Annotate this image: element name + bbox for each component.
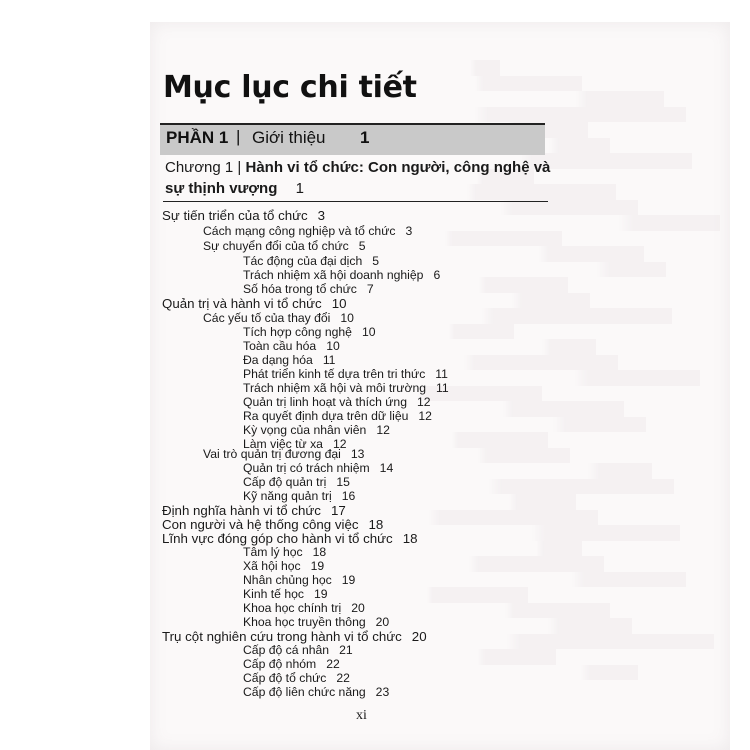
toc-entry-title: Trách nhiệm xã hội và môi trường — [243, 381, 427, 395]
toc-entry — [243, 615, 389, 629]
bleed-line — [439, 541, 582, 557]
toc-entry-title: Lĩnh vực đóng góp cho hành vi tổ chức — [162, 531, 393, 546]
toc-entry — [243, 282, 374, 296]
toc-entry — [243, 475, 350, 489]
bleed-line — [426, 277, 568, 293]
toc-entry — [243, 367, 448, 381]
toc-entry — [243, 587, 328, 601]
toc-entry — [162, 517, 383, 532]
toc-entry-title: Các yếu tố của thay đổi — [203, 311, 331, 325]
page-title: Mục lục chi tiết — [163, 70, 417, 105]
bleed-line — [393, 324, 514, 340]
bleed-line — [395, 293, 590, 309]
toc-entry-title: Tích hợp công nghệ — [243, 325, 352, 339]
toc-entry — [162, 503, 346, 518]
toc-entry-title: Quản trị và hành vi tổ chức — [162, 296, 322, 311]
toc-entry-title: Kỳ vọng của nhân viên — [243, 423, 367, 437]
toc-entry-page: 3 — [317, 208, 326, 223]
toc-entry-title: Trách nhiệm xã hội doanh nghiệp — [243, 268, 424, 282]
toc-entry — [243, 353, 335, 367]
toc-entry-page: 11 — [322, 353, 336, 367]
toc-entry-page: 19 — [341, 573, 356, 587]
chapter-page: 1 — [295, 180, 304, 197]
bleed-line — [412, 494, 576, 510]
toc-entry-title: Cấp độ cá nhân — [243, 643, 330, 657]
toc-entry-page: 18 — [312, 545, 327, 559]
toc-entry-page: 16 — [341, 489, 356, 503]
toc-entry-page: 5 — [372, 254, 380, 268]
toc-entry-title: Nhân chủng học — [243, 573, 332, 587]
toc-entry — [243, 601, 365, 615]
toc-entry-title: Tác động của đại dịch — [243, 254, 363, 268]
part-separator: | — [236, 127, 241, 146]
bleed-line — [385, 448, 570, 464]
toc-entry-page: 12 — [376, 423, 390, 437]
chapter-heading — [165, 157, 565, 199]
bleed-line — [433, 634, 714, 650]
toc-entry-page: 11 — [435, 367, 448, 381]
toc-entry-title: Cấp độ liên chức năng — [243, 685, 366, 699]
toc-entry — [243, 671, 350, 685]
toc-entry-page: 3 — [405, 224, 413, 238]
toc-entry — [243, 268, 440, 282]
toc-entry-page: 13 — [350, 447, 365, 461]
toc-entry-page: 22 — [326, 657, 340, 671]
toc-entry-page: 19 — [310, 559, 325, 573]
toc-entry-page: 15 — [336, 475, 350, 489]
page-number: xi — [356, 708, 367, 723]
bleed-line — [438, 91, 664, 107]
bleed-line — [428, 246, 644, 262]
toc-entry — [243, 573, 355, 587]
toc-entry — [243, 657, 340, 671]
toc-entry-title: Sự chuyển đổi của tổ chức — [203, 239, 349, 253]
toc-entry-page: 17 — [330, 503, 346, 518]
toc-entry-title: Kỹ năng quản trị — [243, 489, 332, 503]
toc-entry-title: Khoa học truyền thông — [243, 615, 366, 629]
toc-entry — [243, 489, 355, 503]
toc-entry-page: 20 — [375, 615, 390, 629]
bleed-line — [418, 401, 624, 417]
toc-entry-page: 7 — [366, 282, 374, 296]
bleed-line — [437, 572, 686, 588]
toc-entry-page: 11 — [436, 381, 449, 395]
toc-entry — [243, 254, 379, 268]
bleed-line — [402, 649, 556, 665]
toc-entry-title: Quản trị có trách nhiệm — [243, 461, 370, 475]
toc-entry-title: Trụ cột nghiên cứu trong hành vi tổ chức — [162, 629, 402, 644]
toc-entry-page: 12 — [332, 437, 347, 451]
toc-entry — [243, 461, 393, 475]
toc-entry-page: 12 — [418, 409, 432, 423]
toc-entry-page: 6 — [433, 268, 441, 282]
toc-entry-page: 23 — [375, 685, 390, 699]
toc-entry-title: Cấp độ tổ chức — [243, 671, 327, 685]
toc-entry-title: Cấp độ nhóm — [243, 657, 317, 671]
toc-entry-page: 14 — [379, 461, 394, 475]
bleed-line — [409, 76, 582, 92]
toc-entry-title: Ra quyết định dựa trên dữ liệu — [243, 409, 409, 423]
toc-entry — [162, 629, 427, 644]
part-page: 1 — [360, 128, 370, 147]
toc-entry-page: 10 — [361, 325, 376, 339]
toc-entry — [243, 423, 390, 437]
toc-entry-page: 18 — [402, 531, 418, 546]
bleed-line — [410, 525, 680, 541]
part-header — [160, 123, 545, 155]
toc-entry-title: Quản trị linh hoạt và thích ứng — [243, 395, 407, 409]
toc-entry-page: 22 — [336, 671, 350, 685]
toc-entry — [243, 339, 340, 353]
toc-entry-page: 12 — [416, 395, 431, 409]
toc-entry — [162, 531, 418, 546]
toc-entry — [162, 208, 325, 223]
toc-entry — [243, 395, 431, 409]
toc-entry-title: Tâm lý học — [243, 545, 303, 559]
chapter-title: Hành vi tổ chức: Con người, công nghệ và sự thịnh vượng — [165, 159, 551, 197]
bleed-line — [407, 107, 686, 123]
toc-entry — [243, 559, 324, 573]
bleed-line — [383, 479, 674, 495]
toc-entry — [243, 685, 389, 699]
toc-entry — [162, 296, 346, 311]
toc-entry-title: Con người và hệ thống công việc — [162, 517, 359, 532]
toc-entry-page: 10 — [331, 296, 347, 311]
toc-entry-title: Cách mạng công nghiệp và tổ chức — [203, 224, 396, 238]
toc-entry-title: Định nghĩa hành vi tổ chức — [162, 503, 321, 518]
toc-entry — [203, 239, 366, 253]
toc-entry-page: 20 — [411, 629, 427, 644]
toc-entry — [243, 325, 376, 339]
toc-entry-page: 5 — [358, 239, 366, 253]
bleed-line — [399, 231, 562, 247]
toc-entry-title: Làm việc từ xa — [243, 437, 323, 451]
toc-entry-page: 10 — [340, 311, 354, 325]
toc-entry-page: 20 — [351, 601, 365, 615]
bleed-line — [435, 603, 610, 619]
toc-entry — [203, 311, 354, 325]
toc-entry-title: Đa dạng hóa — [243, 353, 313, 367]
bleed-line — [430, 215, 720, 231]
bleed-line — [424, 308, 672, 324]
toc-entry-title: Khoa học chính trị — [243, 601, 342, 615]
toc-entry — [243, 545, 326, 559]
bleed-line — [408, 556, 604, 572]
bleed-line — [414, 463, 652, 479]
toc-entry-page: 18 — [368, 517, 384, 532]
toc-entry-title: Cấp độ quản trị — [243, 475, 327, 489]
toc-entry — [243, 381, 449, 395]
toc-entry — [203, 224, 412, 238]
bleed-line — [416, 432, 548, 448]
bleed-line — [404, 618, 632, 634]
chapter-label: Chương 1 | — [165, 159, 242, 176]
toc-entry-title: Xã hội học — [243, 559, 301, 573]
toc-entry-page: 19 — [313, 587, 328, 601]
bleed-line — [431, 665, 638, 681]
toc-entry — [243, 643, 353, 657]
bleed-line — [420, 370, 700, 386]
chapter-rule — [163, 201, 548, 202]
toc-entry-title: Vai trò quản trị đương đại — [203, 447, 341, 461]
part-label: PHẦN 1 — [166, 128, 229, 147]
part-title: Giới thiệu — [252, 128, 326, 147]
toc-entry-title: Phát triển kinh tế dựa trên tri thức — [243, 367, 426, 381]
bleed-line — [381, 510, 598, 526]
toc-entry — [203, 447, 364, 461]
toc-entry-title: Sự tiến triển của tổ chức — [162, 208, 308, 223]
toc-entry — [243, 409, 432, 423]
toc-entry-title: Kinh tế học — [243, 587, 304, 601]
toc-entry-page: 10 — [326, 339, 340, 353]
toc-entry-title: Toàn cầu hóa — [243, 339, 317, 353]
toc-entry-title: Số hóa trong tổ chức — [243, 282, 357, 296]
toc-entry-page: 21 — [339, 643, 353, 657]
bleed-line — [422, 339, 596, 355]
bleed-line — [406, 587, 528, 603]
